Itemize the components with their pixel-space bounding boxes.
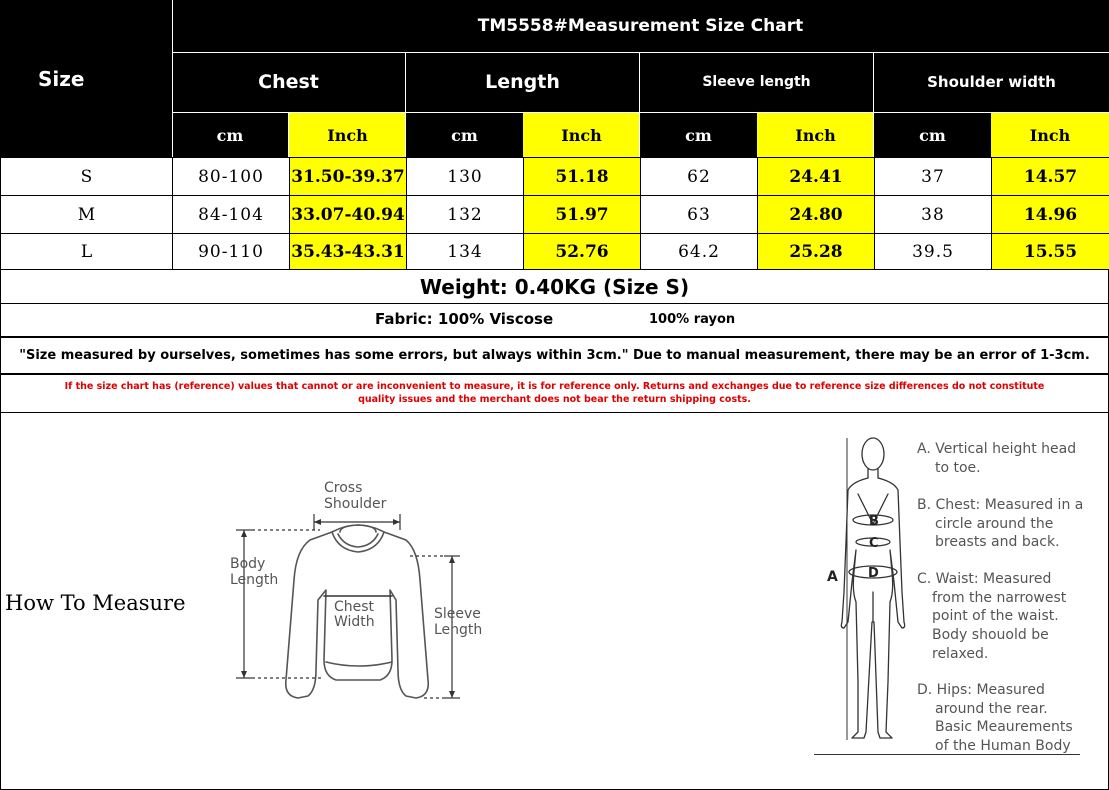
size-cell: L bbox=[0, 233, 173, 270]
body-label-b: B bbox=[869, 514, 879, 529]
body-notes bbox=[917, 440, 1097, 756]
table-cell: 63 bbox=[640, 195, 758, 234]
unit-chest-cm-label: cm bbox=[216, 125, 244, 145]
fabric-alt-text: 100% rayon bbox=[649, 312, 736, 327]
garment-diagram bbox=[220, 470, 500, 710]
unit-shoulder-inch bbox=[991, 113, 1109, 157]
body-label-a: A bbox=[827, 569, 838, 585]
weight-text: Weight: 0.40KG (Size S) bbox=[419, 274, 690, 299]
disclaimer-line-1: If the size chart has (reference) values that cannot or are inconvenient to measure, it is for reference only. Returns and exchanges due to reference size differences do not constitute bbox=[64, 381, 1045, 392]
table-cell: 38 bbox=[874, 195, 992, 234]
size-header-cell bbox=[0, 0, 172, 157]
table-cell: 14.96 bbox=[991, 195, 1109, 234]
unit-sleeve-cm-label: cm bbox=[685, 125, 712, 145]
unit-chest-inch-label: Inch bbox=[327, 125, 368, 145]
col-header-shoulder bbox=[874, 52, 1109, 112]
table-cell: 37 bbox=[874, 157, 992, 196]
note-d bbox=[917, 681, 1097, 756]
unit-chest-inch bbox=[289, 113, 406, 157]
note-c bbox=[917, 570, 1097, 681]
col-header-shoulder-label: Shoulder width bbox=[927, 73, 1056, 91]
note-c-line: C. Waist: Measured bbox=[917, 571, 1052, 587]
table-cell: 25.28 bbox=[757, 233, 875, 270]
col-header-length bbox=[406, 52, 639, 112]
notes-underline bbox=[814, 754, 1080, 755]
header-divider bbox=[405, 52, 406, 157]
unit-shoulder-cm-label: cm bbox=[919, 125, 946, 145]
note-a-line: A. Vertical height head bbox=[917, 441, 1077, 457]
col-header-sleeve-label: Sleeve length bbox=[702, 74, 811, 90]
cross-shoulder-label-2: Shoulder bbox=[324, 496, 387, 512]
collar-inner bbox=[338, 534, 378, 547]
note-b-line: B. Chest: Measured in a bbox=[917, 497, 1084, 513]
fabric-text: Fabric: 100% Viscose bbox=[375, 310, 554, 328]
disclaimer-row bbox=[0, 374, 1109, 413]
sleeve-length-label-1: Sleeve bbox=[434, 606, 481, 622]
table-cell: 80-100 bbox=[172, 157, 290, 196]
body-length-label-1: Body bbox=[230, 556, 266, 572]
head-outline bbox=[862, 438, 884, 470]
chest-width-label-1: Chest bbox=[334, 599, 375, 615]
header-divider bbox=[873, 52, 874, 157]
table-cell: 24.41 bbox=[757, 157, 875, 196]
col-header-chest bbox=[172, 52, 405, 112]
header-divider bbox=[172, 112, 1109, 113]
note-d-line: of the Human Body bbox=[935, 738, 1071, 755]
unit-length-inch bbox=[523, 113, 640, 157]
col-header-chest-label: Chest bbox=[258, 71, 319, 93]
body-label-c: C bbox=[869, 536, 879, 551]
size-cell: M bbox=[0, 195, 173, 234]
chart-title-cell bbox=[172, 0, 1109, 52]
table-cell: 51.18 bbox=[523, 157, 641, 196]
weight-row bbox=[0, 269, 1109, 304]
body-length-label-2: Length bbox=[230, 572, 279, 588]
fabric-row bbox=[0, 303, 1109, 337]
size-header-label: Size bbox=[38, 66, 85, 91]
table-cell: 52.76 bbox=[523, 233, 641, 270]
table-cell: 132 bbox=[406, 195, 524, 234]
header-divider bbox=[172, 0, 173, 157]
note-a-line: to toe. bbox=[935, 459, 981, 476]
table-cell: 35.43-43.31 bbox=[289, 233, 407, 270]
table-cell: 130 bbox=[406, 157, 524, 196]
note-d-line: around the rear. bbox=[935, 700, 1048, 717]
table-cell: 33.07-40.94 bbox=[289, 195, 407, 234]
unit-length-cm bbox=[406, 113, 523, 157]
disclaimer-line-2: quality issues and the merchant does not bear the return shipping costs. bbox=[358, 394, 751, 405]
sleeve-length-label-2: Length bbox=[434, 622, 483, 638]
body-figure-diagram bbox=[818, 432, 908, 752]
chart-title: TM5558#Measurement Size Chart bbox=[477, 16, 804, 36]
unit-sleeve-inch-label: Inch bbox=[795, 125, 836, 145]
unit-shoulder-inch-label: Inch bbox=[1029, 125, 1071, 145]
unit-sleeve-inch bbox=[757, 113, 874, 157]
note-d-line: Basic Meaurements bbox=[935, 719, 1073, 736]
note-b bbox=[917, 496, 1097, 570]
table-cell: 62 bbox=[640, 157, 758, 196]
height-dimension-line bbox=[842, 436, 852, 742]
collar-outline bbox=[332, 532, 384, 552]
note-b-line: breasts and back. bbox=[935, 534, 1060, 551]
unit-length-inch-label: Inch bbox=[561, 125, 602, 145]
col-header-length-label: Length bbox=[485, 71, 560, 93]
unit-shoulder-cm bbox=[874, 113, 991, 157]
note-c-line: Body shouold be bbox=[932, 627, 1049, 644]
header-divider bbox=[172, 52, 1109, 53]
table-cell: 31.50-39.37 bbox=[289, 157, 407, 196]
cross-shoulder-label-1: Cross bbox=[324, 480, 363, 496]
note-a bbox=[917, 440, 1097, 496]
table-cell: 14.57 bbox=[991, 157, 1109, 196]
table-cell: 51.97 bbox=[523, 195, 641, 234]
table-cell: 134 bbox=[406, 233, 524, 270]
measurement-note-row bbox=[0, 337, 1109, 374]
table-cell: 39.5 bbox=[874, 233, 992, 270]
size-cell: S bbox=[0, 157, 173, 196]
table-cell: 15.55 bbox=[991, 233, 1109, 270]
header-divider bbox=[639, 52, 640, 157]
table-cell: 90-110 bbox=[172, 233, 290, 270]
body-label-d: D bbox=[868, 566, 879, 581]
chest-width-label-2: Width bbox=[334, 614, 375, 630]
table-cell: 84-104 bbox=[172, 195, 290, 234]
unit-sleeve-cm bbox=[640, 113, 757, 157]
note-c-line: from the narrowest bbox=[932, 589, 1067, 606]
unit-length-cm-label: cm bbox=[451, 125, 478, 145]
table-cell: 64.2 bbox=[640, 233, 758, 270]
unit-chest-cm bbox=[172, 113, 288, 157]
note-c-line: point of the waist. bbox=[932, 608, 1059, 625]
note-b-line: circle around the bbox=[935, 515, 1054, 532]
col-header-sleeve bbox=[640, 52, 873, 112]
note-d-line: D. Hips: Measured bbox=[917, 682, 1045, 698]
hem-band bbox=[326, 662, 392, 666]
measurement-note: "Size measured by ourselves, sometimes has some errors, but always within 3cm." Due to manual measurement, there may be an error of 1-3cm. bbox=[19, 348, 1090, 363]
table-cell: 24.80 bbox=[757, 195, 875, 234]
note-c-line: relaxed. bbox=[932, 645, 989, 662]
how-to-measure-label: How To Measure bbox=[5, 591, 186, 615]
